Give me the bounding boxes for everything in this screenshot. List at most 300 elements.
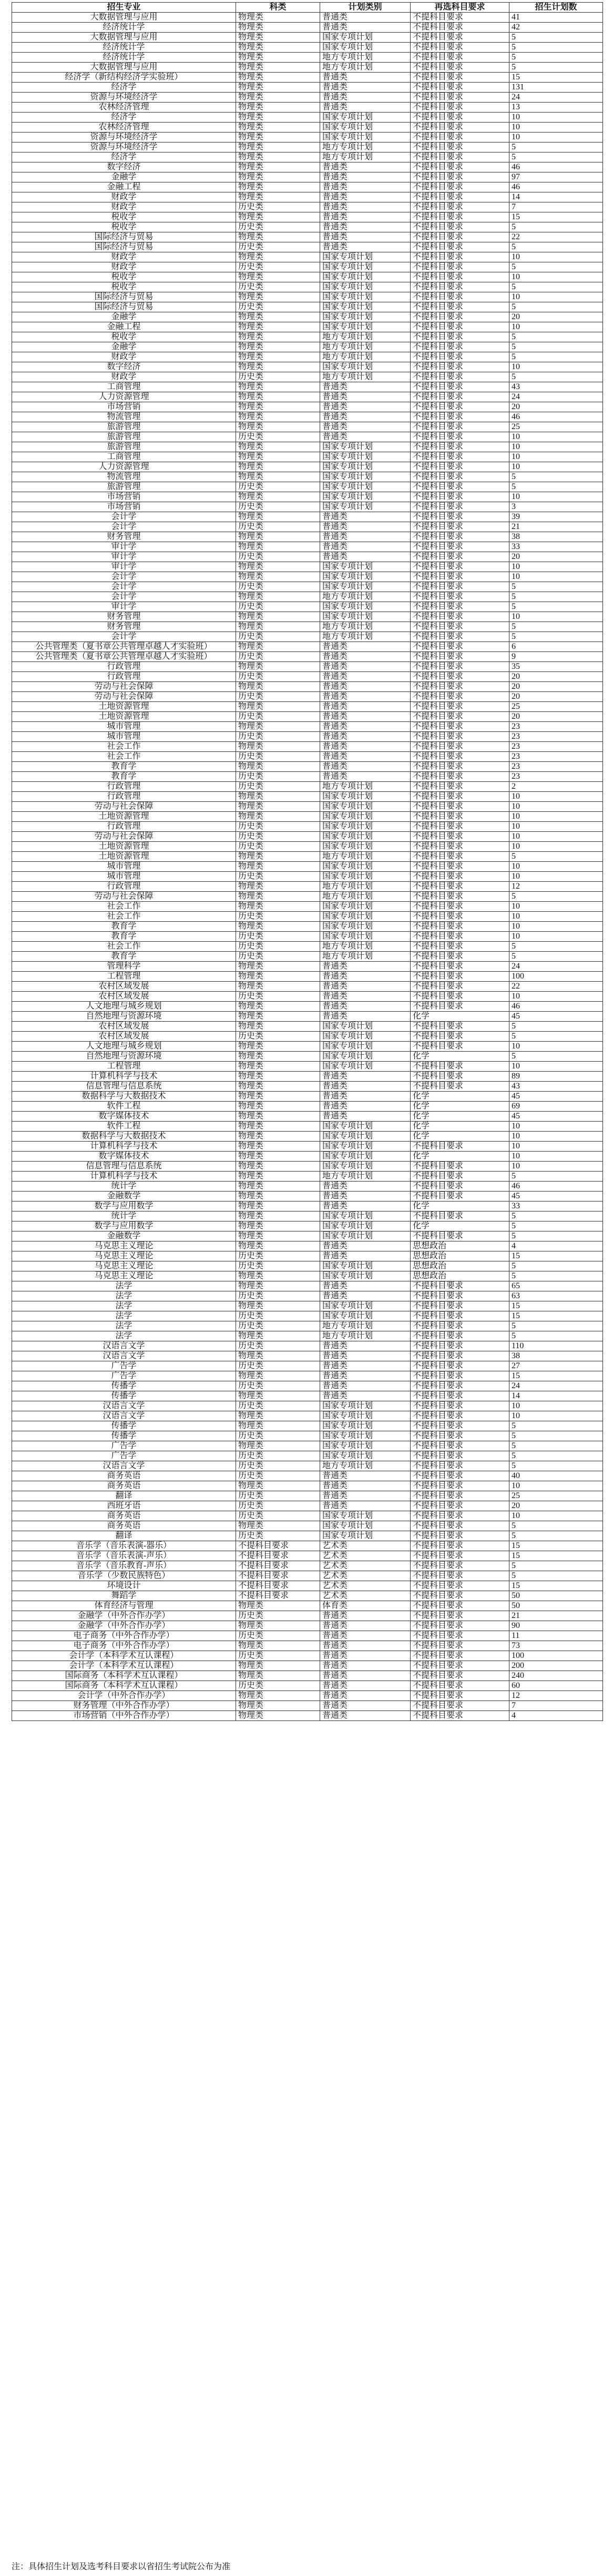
- subject-category-cell: 物理类: [236, 702, 320, 712]
- major-cell: 农村区域发展: [12, 982, 236, 992]
- table-row: [12, 63, 603, 73]
- plan-type-cell: 国家专项计划: [320, 1062, 411, 1072]
- plan-count-cell: 110: [509, 1341, 603, 1351]
- subject-category-cell: 物理类: [236, 1192, 320, 1202]
- major-cell: 会计学: [12, 582, 236, 592]
- plan-type-cell: 国家专项计划: [320, 292, 411, 302]
- plan-count-cell: 10: [509, 862, 603, 872]
- plan-count-cell: 5: [509, 1521, 603, 1531]
- plan-type-cell: 艺术类: [320, 1561, 411, 1571]
- elective-requirement-cell: 不提科目要求: [411, 812, 509, 822]
- table-row: [12, 1491, 603, 1501]
- elective-requirement-cell: 不提科目要求: [411, 1401, 509, 1411]
- table-row: [12, 1351, 603, 1361]
- subject-category-cell: 物理类: [236, 1711, 320, 1721]
- subject-category-cell: 物理类: [236, 1691, 320, 1701]
- table-row: [12, 1541, 603, 1551]
- elective-requirement-cell: 不提科目要求: [411, 1431, 509, 1441]
- plan-count-cell: 23: [509, 762, 603, 772]
- table-row: [12, 422, 603, 432]
- plan-count-cell: 10: [509, 832, 603, 842]
- plan-type-cell: 普通类: [320, 1501, 411, 1511]
- plan-count-cell: 5: [509, 142, 603, 152]
- subject-category-cell: 物理类: [236, 852, 320, 862]
- elective-requirement-cell: 不提科目要求: [411, 53, 509, 63]
- elective-requirement-cell: 化学: [411, 1132, 509, 1142]
- table-row: [12, 912, 603, 922]
- subject-category-cell: 物理类: [236, 1231, 320, 1241]
- major-cell: 物流管理: [12, 412, 236, 422]
- subject-category-cell: 历史类: [236, 1431, 320, 1441]
- subject-category-cell: 历史类: [236, 202, 320, 212]
- plan-count-cell: 10: [509, 562, 603, 572]
- subject-category-cell: 物理类: [236, 1641, 320, 1651]
- major-cell: 资源与环境经济学: [12, 93, 236, 103]
- table-row: [12, 722, 603, 732]
- plan-count-cell: 5: [509, 332, 603, 342]
- subject-category-cell: 物理类: [236, 1062, 320, 1072]
- plan-type-cell: 国家专项计划: [320, 1211, 411, 1221]
- plan-count-cell: 21: [509, 1611, 603, 1621]
- plan-count-cell: 10: [509, 872, 603, 882]
- major-cell: 数学与应用数学: [12, 1202, 236, 1211]
- table-row: [12, 1391, 603, 1401]
- table-row: [12, 992, 603, 1002]
- major-cell: 农林经济管理: [12, 103, 236, 113]
- plan-count-cell: 7: [509, 202, 603, 212]
- plan-count-cell: 90: [509, 1621, 603, 1631]
- plan-count-cell: 39: [509, 512, 603, 522]
- elective-requirement-cell: 思想政治: [411, 1271, 509, 1281]
- table-row: [12, 1002, 603, 1012]
- plan-type-cell: 国家专项计划: [320, 802, 411, 812]
- major-cell: 农村区域发展: [12, 1022, 236, 1032]
- plan-count-cell: 24: [509, 93, 603, 103]
- major-cell: 舞蹈学: [12, 1591, 236, 1601]
- plan-type-cell: 普通类: [320, 1631, 411, 1641]
- table-row: [12, 1531, 603, 1541]
- plan-type-cell: 普通类: [320, 83, 411, 93]
- subject-category-cell: 物理类: [236, 1671, 320, 1681]
- table-row: [12, 302, 603, 312]
- major-cell: 人文地理与城乡规划: [12, 1042, 236, 1052]
- plan-count-cell: 10: [509, 362, 603, 372]
- elective-requirement-cell: 不提科目要求: [411, 972, 509, 982]
- plan-type-cell: 国家专项计划: [320, 1401, 411, 1411]
- plan-type-cell: 地方专项计划: [320, 1331, 411, 1341]
- plan-type-cell: 国家专项计划: [320, 1122, 411, 1132]
- elective-requirement-cell: 不提科目要求: [411, 702, 509, 712]
- major-cell: 社会工作: [12, 752, 236, 762]
- subject-category-cell: 物理类: [236, 1331, 320, 1341]
- major-cell: 行政管理: [12, 662, 236, 672]
- subject-category-cell: 物理类: [236, 232, 320, 242]
- elective-requirement-cell: 不提科目要求: [411, 1301, 509, 1311]
- plan-count-cell: 35: [509, 662, 603, 672]
- elective-requirement-cell: 不提科目要求: [411, 962, 509, 972]
- plan-type-cell: 国家专项计划: [320, 1521, 411, 1531]
- table-row: [12, 1221, 603, 1231]
- major-cell: 旅游管理: [12, 482, 236, 492]
- plan-count-cell: 10: [509, 1411, 603, 1421]
- table-row: [12, 212, 603, 222]
- table-row: [12, 822, 603, 832]
- plan-count-cell: 43: [509, 1082, 603, 1092]
- plan-type-cell: 艺术类: [320, 1551, 411, 1561]
- plan-type-cell: 地方专项计划: [320, 632, 411, 642]
- major-cell: 人力资源管理: [12, 392, 236, 402]
- table-row: [12, 1651, 603, 1661]
- elective-requirement-cell: 不提科目要求: [411, 852, 509, 862]
- elective-requirement-cell: 不提科目要求: [411, 1581, 509, 1591]
- plan-type-cell: 普通类: [320, 222, 411, 232]
- plan-count-cell: 10: [509, 1142, 603, 1152]
- plan-type-cell: 国家专项计划: [320, 872, 411, 882]
- plan-count-cell: 46: [509, 1182, 603, 1192]
- elective-requirement-cell: 不提科目要求: [411, 212, 509, 222]
- plan-count-cell: 15: [509, 1541, 603, 1551]
- table-row: [12, 882, 603, 892]
- subject-category-cell: 物理类: [236, 762, 320, 772]
- plan-type-cell: 地方专项计划: [320, 332, 411, 342]
- plan-type-cell: 地方专项计划: [320, 782, 411, 792]
- major-cell: 教育学: [12, 772, 236, 782]
- major-cell: 经济学（新结构经济学实验班）: [12, 73, 236, 83]
- subject-category-cell: 历史类: [236, 912, 320, 922]
- table-row: [12, 1691, 603, 1701]
- plan-count-cell: 10: [509, 252, 603, 262]
- elective-requirement-cell: 不提科目要求: [411, 1381, 509, 1391]
- elective-requirement-cell: 不提科目要求: [411, 1641, 509, 1651]
- table-row: [12, 182, 603, 192]
- plan-count-cell: 10: [509, 272, 603, 282]
- elective-requirement-cell: 不提科目要求: [411, 13, 509, 23]
- elective-requirement-cell: 不提科目要求: [411, 712, 509, 722]
- major-cell: 审计学: [12, 552, 236, 562]
- plan-type-cell: 国家专项计划: [320, 133, 411, 142]
- table-row: [12, 692, 603, 702]
- table-row: [12, 1501, 603, 1511]
- plan-type-cell: 国家专项计划: [320, 492, 411, 502]
- plan-type-cell: 国家专项计划: [320, 302, 411, 312]
- plan-type-cell: 普通类: [320, 212, 411, 222]
- elective-requirement-cell: 化学: [411, 1102, 509, 1112]
- plan-count-cell: 5: [509, 1451, 603, 1461]
- plan-count-cell: 23: [509, 742, 603, 752]
- elective-requirement-cell: 不提科目要求: [411, 282, 509, 292]
- elective-requirement-cell: 不提科目要求: [411, 1032, 509, 1042]
- plan-count-cell: 15: [509, 1371, 603, 1381]
- plan-count-cell: 5: [509, 892, 603, 902]
- elective-requirement-cell: 不提科目要求: [411, 1082, 509, 1092]
- elective-requirement-cell: 不提科目要求: [411, 73, 509, 83]
- table-row: [12, 1112, 603, 1122]
- elective-requirement-cell: 不提科目要求: [411, 1621, 509, 1631]
- subject-category-cell: 历史类: [236, 1032, 320, 1042]
- major-cell: 农村区域发展: [12, 992, 236, 1002]
- major-cell: 税收学: [12, 282, 236, 292]
- elective-requirement-cell: 不提科目要求: [411, 43, 509, 53]
- subject-category-cell: 物理类: [236, 532, 320, 542]
- plan-count-cell: 12: [509, 882, 603, 892]
- table-row: [12, 402, 603, 412]
- major-cell: 广告学: [12, 1451, 236, 1461]
- subject-category-cell: 物理类: [236, 1102, 320, 1112]
- major-cell: 会计学（中外合作办学）: [12, 1691, 236, 1701]
- elective-requirement-cell: 不提科目要求: [411, 1711, 509, 1721]
- plan-count-cell: 21: [509, 522, 603, 532]
- elective-requirement-cell: 不提科目要求: [411, 802, 509, 812]
- plan-type-cell: 地方专项计划: [320, 152, 411, 162]
- major-cell: 审计学: [12, 602, 236, 612]
- major-cell: 会计学: [12, 522, 236, 532]
- major-cell: 税收学: [12, 212, 236, 222]
- subject-category-cell: 物理类: [236, 462, 320, 472]
- table-row: [12, 1042, 603, 1052]
- elective-requirement-cell: 不提科目要求: [411, 622, 509, 632]
- elective-requirement-cell: 不提科目要求: [411, 252, 509, 262]
- plan-type-cell: 普通类: [320, 1281, 411, 1291]
- table-row: [12, 282, 603, 292]
- elective-requirement-cell: 不提科目要求: [411, 1441, 509, 1451]
- elective-requirement-cell: 不提科目要求: [411, 222, 509, 232]
- subject-category-cell: 历史类: [236, 932, 320, 942]
- plan-count-cell: 2: [509, 782, 603, 792]
- elective-requirement-cell: 不提科目要求: [411, 1142, 509, 1152]
- plan-count-cell: 5: [509, 372, 603, 382]
- elective-requirement-cell: 不提科目要求: [411, 242, 509, 252]
- subject-category-cell: 物理类: [236, 1421, 320, 1431]
- plan-count-cell: 4: [509, 1711, 603, 1721]
- plan-type-cell: 普通类: [320, 1202, 411, 1211]
- table-row: [12, 872, 603, 882]
- plan-type-cell: 国家专项计划: [320, 362, 411, 372]
- plan-type-cell: 普通类: [320, 382, 411, 392]
- subject-category-cell: 物理类: [236, 802, 320, 812]
- plan-count-cell: 14: [509, 192, 603, 202]
- table-row: [12, 642, 603, 652]
- elective-requirement-cell: 不提科目要求: [411, 322, 509, 332]
- subject-category-cell: 历史类: [236, 262, 320, 272]
- subject-category-cell: 物理类: [236, 492, 320, 502]
- elective-requirement-cell: 不提科目要求: [411, 562, 509, 572]
- major-cell: 工程管理: [12, 1062, 236, 1072]
- plan-type-cell: 普通类: [320, 1102, 411, 1112]
- major-cell: 劳动与社会保障: [12, 692, 236, 702]
- subject-category-cell: 物理类: [236, 882, 320, 892]
- table-row: [12, 312, 603, 322]
- enrollment-plan-table: [12, 2, 603, 1721]
- table-row: [12, 512, 603, 522]
- table-row: [12, 1251, 603, 1261]
- elective-requirement-cell: 不提科目要求: [411, 672, 509, 682]
- major-cell: 音乐学（音乐表演-声乐）: [12, 1551, 236, 1561]
- table-row: [12, 1451, 603, 1461]
- plan-count-cell: 5: [509, 592, 603, 602]
- subject-category-cell: 历史类: [236, 1631, 320, 1641]
- table-row: [12, 1601, 603, 1611]
- subject-category-cell: 物理类: [236, 1351, 320, 1361]
- elective-requirement-cell: 不提科目要求: [411, 1491, 509, 1501]
- elective-requirement-cell: 不提科目要求: [411, 1022, 509, 1032]
- plan-type-cell: 国家专项计划: [320, 252, 411, 262]
- major-cell: 经济学: [12, 152, 236, 162]
- major-cell: 电子商务（中外合作办学）: [12, 1641, 236, 1651]
- elective-requirement-cell: 不提科目要求: [411, 882, 509, 892]
- major-cell: 会计学（本科学术互认课程）: [12, 1651, 236, 1661]
- subject-category-cell: 物理类: [236, 812, 320, 822]
- plan-type-cell: 普通类: [320, 392, 411, 402]
- major-cell: 劳动与社会保障: [12, 802, 236, 812]
- subject-category-cell: 历史类: [236, 1491, 320, 1501]
- elective-requirement-cell: 化学: [411, 1202, 509, 1211]
- subject-category-cell: 物理类: [236, 322, 320, 332]
- major-cell: 财务管理: [12, 612, 236, 622]
- subject-category-cell: 历史类: [236, 282, 320, 292]
- subject-category-cell: 物理类: [236, 1082, 320, 1092]
- table-row: [12, 532, 603, 542]
- subject-category-cell: 历史类: [236, 1311, 320, 1321]
- subject-category-cell: 历史类: [236, 782, 320, 792]
- major-cell: 音乐学（音乐教育-声乐）: [12, 1561, 236, 1571]
- table-row: [12, 472, 603, 482]
- elective-requirement-cell: 思想政治: [411, 1241, 509, 1251]
- table-row: [12, 522, 603, 532]
- elective-requirement-cell: 不提科目要求: [411, 1671, 509, 1681]
- table-row: [12, 542, 603, 552]
- plan-count-cell: 10: [509, 792, 603, 802]
- table-row: [12, 1032, 603, 1042]
- elective-requirement-cell: 不提科目要求: [411, 123, 509, 133]
- elective-requirement-cell: 不提科目要求: [411, 142, 509, 152]
- subject-category-cell: 物理类: [236, 23, 320, 33]
- table-row: [12, 932, 603, 942]
- plan-type-cell: 地方专项计划: [320, 882, 411, 892]
- elective-requirement-cell: 不提科目要求: [411, 63, 509, 73]
- plan-count-cell: 10: [509, 292, 603, 302]
- table-row: [12, 1281, 603, 1291]
- plan-count-cell: 25: [509, 422, 603, 432]
- plan-type-cell: 普通类: [320, 522, 411, 532]
- table-row: [12, 452, 603, 462]
- plan-count-cell: 33: [509, 1202, 603, 1211]
- plan-type-cell: 普通类: [320, 962, 411, 972]
- plan-type-cell: 国家专项计划: [320, 1531, 411, 1541]
- major-cell: 会计学（本科学术互认课程）: [12, 1661, 236, 1671]
- plan-type-cell: 国家专项计划: [320, 502, 411, 512]
- table-row: [12, 272, 603, 282]
- subject-category-cell: 历史类: [236, 1531, 320, 1541]
- major-cell: 人力资源管理: [12, 462, 236, 472]
- plan-count-cell: 5: [509, 952, 603, 962]
- elective-requirement-cell: 不提科目要求: [411, 1521, 509, 1531]
- plan-count-cell: 97: [509, 172, 603, 182]
- major-cell: 计算机科学与技术: [12, 1072, 236, 1082]
- table-row: [12, 23, 603, 33]
- subject-category-cell: 历史类: [236, 482, 320, 492]
- table-row: [12, 1052, 603, 1062]
- major-cell: 汉语言文学: [12, 1351, 236, 1361]
- table-row: [12, 1441, 603, 1451]
- subject-category-cell: 物理类: [236, 592, 320, 602]
- plan-type-cell: 地方专项计划: [320, 1172, 411, 1182]
- major-cell: 音乐学（音乐表演-器乐）: [12, 1541, 236, 1551]
- subject-category-cell: 物理类: [236, 312, 320, 322]
- table-row: [12, 922, 603, 932]
- table-row: [12, 332, 603, 342]
- table-row: [12, 1271, 603, 1281]
- plan-count-cell: 5: [509, 222, 603, 232]
- elective-requirement-cell: 不提科目要求: [411, 1661, 509, 1671]
- plan-count-cell: 10: [509, 612, 603, 622]
- plan-type-cell: 普通类: [320, 552, 411, 562]
- major-cell: 数字经济: [12, 162, 236, 172]
- major-cell: 统计学: [12, 1211, 236, 1221]
- table-row: [12, 342, 603, 352]
- major-cell: 计算机科学与技术: [12, 1142, 236, 1152]
- plan-count-cell: 200: [509, 1661, 603, 1671]
- elective-requirement-cell: 不提科目要求: [411, 592, 509, 602]
- table-row: [12, 142, 603, 152]
- subject-category-cell: 物理类: [236, 1221, 320, 1231]
- subject-category-cell: 历史类: [236, 222, 320, 232]
- major-cell: 法学: [12, 1321, 236, 1331]
- elective-requirement-cell: 不提科目要求: [411, 1182, 509, 1192]
- subject-category-cell: 物理类: [236, 542, 320, 552]
- plan-type-cell: 普通类: [320, 1291, 411, 1301]
- major-cell: 商务英语: [12, 1511, 236, 1521]
- elective-requirement-cell: 不提科目要求: [411, 83, 509, 93]
- table-row: [12, 1211, 603, 1221]
- elective-requirement-cell: 不提科目要求: [411, 192, 509, 202]
- plan-type-cell: 普通类: [320, 202, 411, 212]
- elective-requirement-cell: 不提科目要求: [411, 1421, 509, 1431]
- table-row: [12, 162, 603, 172]
- plan-count-cell: 5: [509, 63, 603, 73]
- major-cell: 土地资源管理: [12, 712, 236, 722]
- plan-type-cell: 艺术类: [320, 1571, 411, 1581]
- table-header-row: [12, 3, 603, 13]
- header-plan-count: 招生计划数: [509, 3, 603, 13]
- plan-type-cell: 普通类: [320, 1002, 411, 1012]
- elective-requirement-cell: 不提科目要求: [411, 1281, 509, 1291]
- plan-count-cell: 5: [509, 43, 603, 53]
- table-row: [12, 982, 603, 992]
- elective-requirement-cell: 不提科目要求: [411, 512, 509, 522]
- table-row: [12, 762, 603, 772]
- table-row: [12, 1701, 603, 1711]
- plan-type-cell: 普通类: [320, 752, 411, 762]
- major-cell: 会计学: [12, 572, 236, 582]
- elective-requirement-cell: 不提科目要求: [411, 133, 509, 142]
- plan-type-cell: 地方专项计划: [320, 352, 411, 362]
- subject-category-cell: 物理类: [236, 1271, 320, 1281]
- subject-category-cell: 历史类: [236, 752, 320, 762]
- table-row: [12, 572, 603, 582]
- plan-count-cell: 5: [509, 472, 603, 482]
- subject-category-cell: 物理类: [236, 472, 320, 482]
- subject-category-cell: 历史类: [236, 832, 320, 842]
- subject-category-cell: 物理类: [236, 1122, 320, 1132]
- table-row: [12, 852, 603, 862]
- table-row: [12, 1291, 603, 1301]
- table-row: [12, 752, 603, 762]
- major-cell: 旅游管理: [12, 442, 236, 452]
- elective-requirement-cell: 不提科目要求: [411, 382, 509, 392]
- plan-type-cell: 国家专项计划: [320, 812, 411, 822]
- plan-count-cell: 10: [509, 572, 603, 582]
- subject-category-cell: 物理类: [236, 442, 320, 452]
